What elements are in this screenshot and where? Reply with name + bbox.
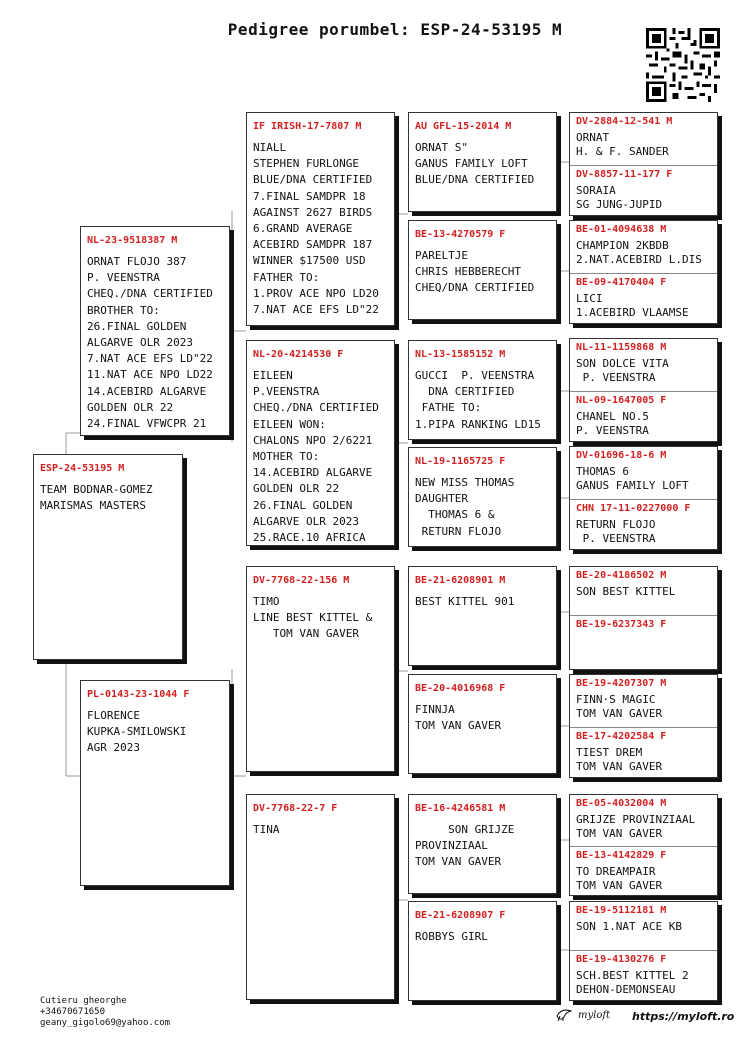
pigeon-details: RETURN FLOJO P. VEENSTRA <box>576 518 656 545</box>
page-title: Pedigree porumbel: ESP-24-53195 M <box>227 20 563 39</box>
pigeon-details: ORNAT FLOJO 387 P. VEENSTRA CHEQ./DNA CERTIFIED BROTHER TO: 26.FINAL GOLDEN ALGARVE OLR 2023 7.NAT ACE EFS LD"22 11.NAT ACE NPO LD22 14.ACEBIRD ALGARVE GOLDEN OLR 22 24.FINAL VFWCPR 21 <box>87 255 213 431</box>
ring-number: BE-17-4202584 F <box>576 731 667 742</box>
gen5-dam[interactable] <box>570 950 717 1001</box>
pigeon-details: TO DREAMPAIR TOM VAN GAVER <box>576 865 663 892</box>
pigeon-details: THOMAS 6 GANUS FAMILY LOFT <box>576 465 689 492</box>
pigeon-details: SON DOLCE VITA P. VEENSTRA <box>576 357 669 384</box>
ring-number: IF IRISH-17-7807 M <box>253 121 362 132</box>
pigeon-details: TIMO LINE BEST KITTEL & TOM VAN GAVER <box>253 595 373 641</box>
gen4-card-1[interactable] <box>408 112 557 212</box>
pigeon-details: ORNAT H. & F. SANDER <box>576 131 669 158</box>
gen5-sire[interactable] <box>570 113 717 165</box>
ring-number: DV-8857-11-177 F <box>576 169 673 180</box>
ring-number: NL-19-1165725 F <box>415 456 506 467</box>
ring-number: BE-13-4270579 F <box>415 229 506 240</box>
ring-number: BE-19-6237343 F <box>576 619 667 630</box>
sire-card[interactable] <box>80 226 230 436</box>
pigeon-details: EILEEN P.VEENSTRA CHEQ./DNA CERTIFIED EILEEN WON: CHALONS NPO 2/6221 MOTHER TO: 14.ACEBIRD ALGARVE GOLDEN OLR 22 26.FINAL GOLDEN ALGARVE OLR 2023 25.RACE.10 AFRICA <box>253 369 379 545</box>
gen5-pair-card-4[interactable] <box>569 446 718 550</box>
ring-number: DV-7768-22-156 M <box>253 575 350 586</box>
brand-url-link[interactable]: https://myloft.ro <box>632 1010 735 1023</box>
gen5-pair-card-7[interactable] <box>569 794 718 896</box>
breeder-contact: Cutieru gheorghe +34670671650 geany_gigolo69@yahoo.com <box>40 996 171 1028</box>
pigeon-details: FINN·S MAGIC TOM VAN GAVER <box>576 693 663 720</box>
ring-number: BE-19-5112181 M <box>576 905 667 916</box>
gen5-dam[interactable] <box>570 391 717 442</box>
pigeon-details: FINNJA TOM VAN GAVER <box>415 703 502 733</box>
gen4-card-8[interactable] <box>408 901 557 1001</box>
gen5-dam[interactable] <box>570 499 717 550</box>
ring-number: NL-09-1647005 F <box>576 395 667 406</box>
ring-number: BE-19-4207307 M <box>576 678 667 689</box>
gen5-pair-card-2[interactable] <box>569 220 718 324</box>
ring-number: DV-7768-22-7 F <box>253 803 338 814</box>
gen5-sire[interactable] <box>570 567 717 615</box>
gen5-sire[interactable] <box>570 795 717 846</box>
brand-logo[interactable] <box>556 1008 610 1022</box>
maternal-grandsire-card[interactable] <box>246 566 395 772</box>
ring-number: BE-09-4170404 F <box>576 277 667 288</box>
dam-card[interactable] <box>80 680 230 886</box>
pigeon-details: SON BEST KITTEL <box>576 585 676 598</box>
ring-number: NL-20-4214530 F <box>253 349 344 360</box>
gen5-pair-card-3[interactable] <box>569 338 718 442</box>
gen5-sire[interactable] <box>570 675 717 727</box>
paternal-granddam-card[interactable] <box>246 340 395 546</box>
pigeon-details: SCH.BEST KITTEL 2 DEHON-DEMONSEAU <box>576 969 689 996</box>
ring-number: AU GFL-15-2014 M <box>415 121 512 132</box>
gen4-card-7[interactable] <box>408 794 557 894</box>
gen5-sire[interactable] <box>570 902 717 950</box>
ring-number: BE-16-4246581 M <box>415 803 506 814</box>
subject-pigeon-card[interactable] <box>33 454 183 660</box>
pigeon-details: ROBBYS GIRL <box>415 930 488 943</box>
pigeon-details: FLORENCE KUPKA-SMILOWSKI AGR 2023 <box>87 709 187 755</box>
paternal-grandsire-card[interactable] <box>246 112 395 326</box>
ring-number: BE-19-4130276 F <box>576 954 667 965</box>
maternal-granddam-card[interactable] <box>246 794 395 1000</box>
pigeon-details: TEAM BODNAR-GOMEZ MARISMAS MASTERS <box>40 483 153 513</box>
gen5-dam[interactable] <box>570 273 717 324</box>
pigeon-details: GRIJZE PROVINZIAAL TOM VAN GAVER <box>576 813 696 840</box>
ring-number: BE-05-4032004 M <box>576 798 667 809</box>
gen5-dam[interactable] <box>570 615 717 670</box>
pigeon-details: CHAMPION 2KBDB 2.NAT.ACEBIRD L.DIS <box>576 239 702 266</box>
gen5-pair-card-6[interactable] <box>569 674 718 778</box>
gen5-sire[interactable] <box>570 221 717 273</box>
ring-number: DV-01696-18-6 M <box>576 450 667 461</box>
pigeon-details: ORNAT S" GANUS FAMILY LOFT BLUE/DNA CERTIFIED <box>415 141 535 187</box>
gen5-dam[interactable] <box>570 846 717 896</box>
ring-number: BE-20-4016968 F <box>415 683 506 694</box>
pigeon-details: SON GRIJZE PROVINZIAAL TOM VAN GAVER <box>415 823 515 869</box>
gen4-card-2[interactable] <box>408 220 557 320</box>
pigeon-details: GUCCI P. VEENSTRA DNA CERTIFIED FATHE TO: 1.PIPA RANKING LD15 <box>415 369 541 431</box>
gen5-pair-card-5[interactable] <box>569 566 718 670</box>
pigeon-details: TIEST DREM TOM VAN GAVER <box>576 746 663 773</box>
ring-number: ESP-24-53195 M <box>40 463 125 474</box>
pigeon-details: LICI 1.ACEBIRD VLAAMSE <box>576 292 689 319</box>
gen5-sire[interactable] <box>570 339 717 391</box>
gen4-card-4[interactable] <box>408 447 557 547</box>
gen5-dam[interactable] <box>570 165 717 216</box>
pigeon-details: NEW MISS THOMAS DAUGHTER THOMAS 6 & RETURN FLOJO <box>415 476 515 538</box>
ring-number: NL-11-1159868 M <box>576 342 667 353</box>
pigeon-details: CHANEL NO.5 P. VEENSTRA <box>576 410 649 437</box>
gen5-pair-card-8[interactable] <box>569 901 718 1001</box>
gen5-sire[interactable] <box>570 447 717 499</box>
gen5-pair-card-1[interactable] <box>569 112 718 216</box>
ring-number: NL-13-1585152 M <box>415 349 506 360</box>
ring-number: BE-20-4186502 M <box>576 570 667 581</box>
gen4-card-5[interactable] <box>408 566 557 666</box>
ring-number: BE-21-6208901 M <box>415 575 506 586</box>
ring-number: BE-01-4094638 M <box>576 224 667 235</box>
pigeon-details: SORAIA SG JUNG-JUPID <box>576 184 663 211</box>
pigeon-details: NIALL STEPHEN FURLONGE BLUE/DNA CERTIFIED 7.FINAL SAMDPR 18 AGAINST 2627 BIRDS 6.GRAND AVERAGE ACEBIRD SAMDPR 187 WINNER $17500 USD FATHER TO: 1.PROV ACE NPO LD20 7.NAT ACE EFS LD"22 <box>253 141 379 317</box>
gen4-card-3[interactable] <box>408 340 557 440</box>
gen4-card-6[interactable] <box>408 674 557 774</box>
pigeon-details: SON 1.NAT ACE KB <box>576 920 682 933</box>
ring-number: NL-23-9518387 M <box>87 235 178 246</box>
pigeon-details: BEST KITTEL 901 <box>415 595 515 608</box>
ring-number: DV-2884-12-541 M <box>576 116 673 127</box>
pigeon-details: TINA <box>253 823 280 836</box>
ring-number: CHN 17-11-0227000 F <box>576 503 691 514</box>
gen5-dam[interactable] <box>570 727 717 778</box>
pigeon-logo-icon <box>556 1008 572 1022</box>
ring-number: BE-13-4142829 F <box>576 850 667 861</box>
brand-name: myloft <box>578 1009 611 1021</box>
pigeon-details: PARELTJE CHRIS HEBBERECHT CHEQ/DNA CERTIFIED <box>415 249 535 295</box>
ring-number: BE-21-6208907 F <box>415 910 506 921</box>
ring-number: PL-0143-23-1044 F <box>87 689 190 700</box>
